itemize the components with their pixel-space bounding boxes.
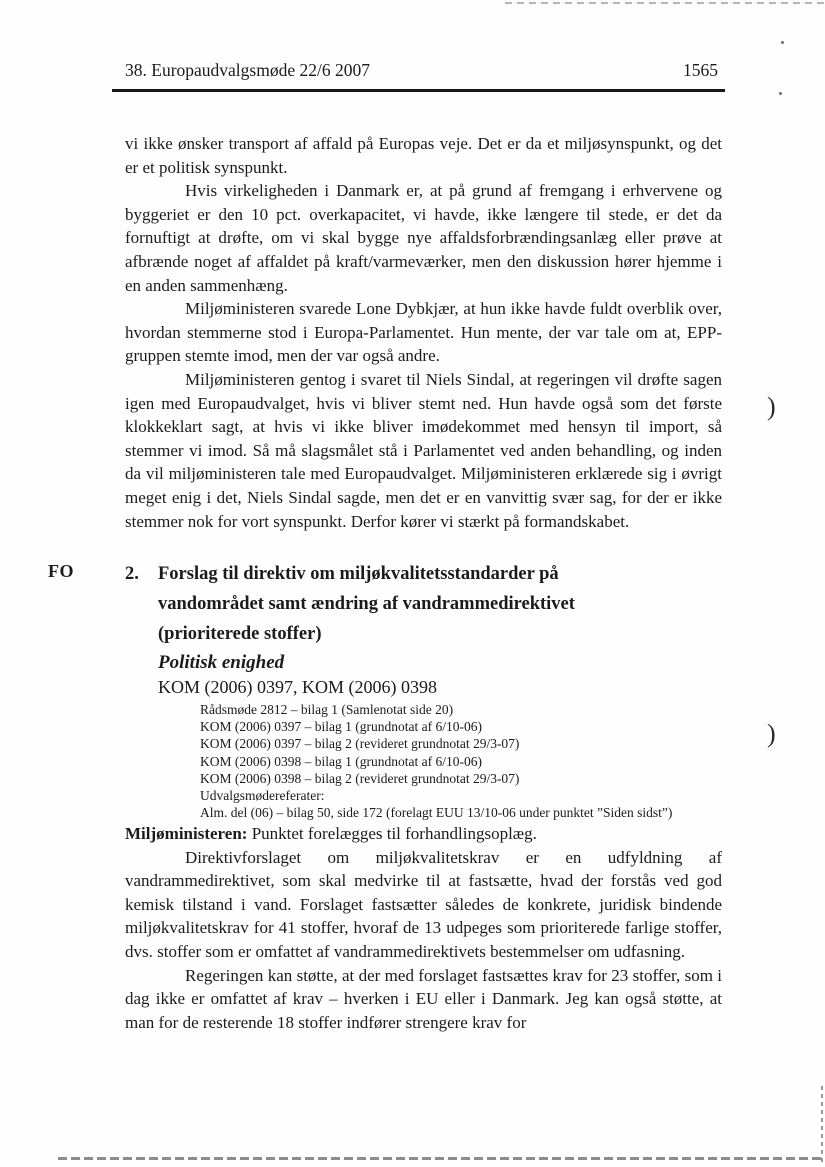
document-reference: KOM (2006) 0397 – bilag 2 (revideret grundnotat 29/3-07) <box>200 736 520 752</box>
agenda-item-number: 2. <box>125 564 139 584</box>
document-reference: KOM (2006) 0398 – bilag 2 (revideret grundnotat 29/3-07) <box>200 770 520 786</box>
speaker-label: Miljøministeren: <box>125 824 248 843</box>
paragraph: Regeringen kan støtte, at der med forslaget fastsættes krav for 23 stoffer, som i dag ikke er omfattet af krav – hverken i EU eller i Danmark. Jeg kan også støtte, at man for de resterende 18 stoffer indfører strengere krav for <box>125 965 722 1032</box>
header-rule <box>112 89 725 92</box>
scan-speck <box>781 41 784 44</box>
paragraph: Direktivforslaget om miljøkvalitetskrav er en udfyldning af vandrammedirektivet, som skal medvirke til at fastsætte, hvad der forstås ved god kemisk tilstand i vand. Forslaget fastsætter således de konkrete, juridisk bindende miljøkvalitetskrav for 41 stoffer, hvoraf de 13 udpeges som prioriterede farlige stoffer, dvs. stoffer som er omfattet af vandrammedirektivets bestemmelser om udfasning. <box>125 847 722 961</box>
document-reference: KOM (2006) 0397 – bilag 1 (grundnotat af 6/10-06) <box>200 719 482 735</box>
margin-label-fo: FO <box>48 561 74 581</box>
document-reference: KOM (2006) 0398 – bilag 1 (grundnotat af 6/10-06) <box>200 753 482 769</box>
scan-artifact-top-edge <box>505 2 825 4</box>
agenda-item-subtitle: Politisk enighed <box>158 652 285 673</box>
minister-speech <box>125 822 722 1034</box>
agenda-item-2 <box>48 559 725 821</box>
scan-speck <box>779 92 782 95</box>
scan-artifact-right-edge <box>821 1086 823 1164</box>
meeting-title: 38. Europaudvalgsmøde 22/6 2007 <box>125 60 370 80</box>
agenda-item-heading <box>125 559 725 649</box>
kom-references: KOM (2006) 0397, KOM (2006) 0398 <box>158 677 437 697</box>
document-reference: Alm. del (06) – bilag 50, side 172 (forelagt EUU 13/10-06 under punktet ”Siden sidst”) <box>200 805 673 821</box>
document-reference: Rådsmøde 2812 – bilag 1 (Samlenotat side 20) <box>200 702 454 717</box>
page-header <box>125 58 718 82</box>
document-reference-list <box>200 701 725 821</box>
paragraph: Miljøministeren gentog i svaret til Niels Sindal, at regeringen vil drøfte sagen igen med Europaudvalget, hvis vi bliver stemt ned. Hun havde også som det første klokkeklart sagt, at hvis vi ikke bliver imødekommet med hensyn til import, så stemmer vi imod. Så må slagsmålet stå i Parlamentet ved anden behandling, og inden da vil miljøministeren tale med Europaudvalget. Miljøministeren erklærede sig i øvrigt meget enig i det, Niels Sindal sagde, men det er en vanvittig svær sag, for der er ikke stemmer nok for vort synspunkt. Derfor kører vi stærkt på formandskabet. <box>125 369 722 531</box>
agenda-item-title: Forslag til direktiv om miljøkvalitetsstandarder på vandområdet samt ændring af vandrammedirektivet (prioriterede stoffer) <box>158 564 575 644</box>
page-number: 1565 <box>683 60 718 80</box>
paragraph: vi ikke ønsker transport af affald på Europas veje. Det er da et miljøsynspunkt, og det er et politisk synspunkt. <box>125 134 722 177</box>
paragraph: Hvis virkeligheden i Danmark er, at på grund af fremgang i erhvervene og byggeriet er den 10 pct. overkapacitet, vi havde, ikke længere til stede, er det da fornuftigt at drøfte, om vi skal bygge nye affaldsforbrændingsanlæg eller prøve at afbrænde noget af affaldet på kraft/varmeværker, men den diskussion hører hjemme i en anden sammenhæng. <box>125 181 722 295</box>
document-reference: Udvalgsmødereferater: <box>200 788 325 804</box>
scan-margin-mark: ) <box>767 719 776 748</box>
paragraph <box>125 822 722 846</box>
transcript-continuation <box>125 132 722 533</box>
scan-artifact-bottom-edge <box>58 1157 825 1160</box>
paragraph: Miljøministeren svarede Lone Dybkjær, at hun ikke havde fuldt overblik over, hvordan stemmerne stod i Europa-Parlamentet. Hun mente, der var tale om at, EPP-gruppen stemte imod, men der var også andre. <box>125 299 722 366</box>
speech-opening: Punktet forelægges til forhandlingsoplæg. <box>251 824 537 843</box>
scan-margin-mark: ) <box>767 392 776 421</box>
